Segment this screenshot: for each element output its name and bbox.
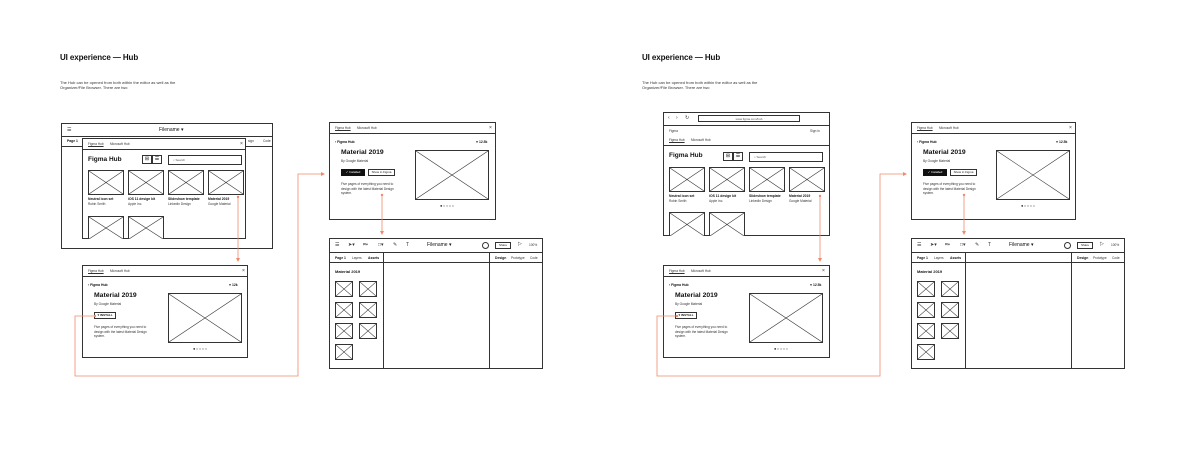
arrowhead <box>962 231 966 235</box>
card-name[interactable]: Neutral icon set <box>669 194 695 198</box>
menu-icon[interactable]: ☰ <box>917 242 922 248</box>
menu-icon[interactable]: ☰ <box>67 127 72 133</box>
back-arrow-icon[interactable]: ‹ <box>668 115 670 121</box>
detail-tab-microsoft[interactable]: Microsoft Hub <box>691 269 711 273</box>
frame-tool-icon[interactable]: ⌗▾ <box>363 242 368 248</box>
filename-label[interactable]: Filename ▾ <box>159 127 184 133</box>
detail-title: Material 2019 <box>341 149 384 156</box>
tab-code[interactable]: Code <box>1112 256 1120 260</box>
list-view-icon[interactable]: ☰ <box>152 155 162 164</box>
installed-button[interactable]: ✓ Installed <box>341 169 365 176</box>
likes-count[interactable]: ♥ 12.5k <box>810 283 822 287</box>
detail-title: Material 2019 <box>94 292 137 299</box>
arrowhead <box>818 258 822 262</box>
close-icon[interactable]: × <box>240 141 243 147</box>
carousel-dots[interactable]: ●○○○○ <box>440 203 455 208</box>
close-icon[interactable]: × <box>822 268 825 274</box>
detail-tab-figma[interactable]: Figma Hub <box>335 126 351 130</box>
close-icon[interactable]: × <box>242 268 245 274</box>
assets-library-title: Material 2019 <box>917 269 943 274</box>
text-tool-icon[interactable]: T <box>988 242 992 248</box>
carousel-dots[interactable]: ●○○○○ <box>774 346 789 351</box>
flow-arrowheads <box>236 172 966 262</box>
pen-tool-icon[interactable]: ✎ <box>393 242 398 248</box>
close-icon[interactable]: × <box>1069 125 1072 131</box>
section-title: UI experience — Hub <box>642 53 721 62</box>
shape-tool-icon[interactable]: □▾ <box>960 242 966 248</box>
section-description: The Hub can be opened from both within the editor as well as the Organizer/File Browser. There are two <box>60 80 176 90</box>
tab-page[interactable]: Page 1 <box>917 256 928 260</box>
menu-icon[interactable]: ☰ <box>335 242 340 248</box>
detail-author: By Google Material <box>923 159 951 163</box>
detail-description: Five pages of everything you need to design with the latest Material Design system. <box>94 325 147 338</box>
detail-tab-microsoft[interactable]: Microsoft Hub <box>939 126 959 130</box>
share-button[interactable]: Share <box>1077 242 1093 249</box>
refresh-icon[interactable]: ↻ <box>685 115 690 121</box>
frame-tool-icon[interactable]: ⌗▾ <box>945 242 950 248</box>
flow-dots <box>94 194 965 317</box>
back-link[interactable]: ‹ Figma Hub <box>669 283 689 287</box>
search-icon: ⌕ <box>754 155 757 159</box>
flow-arrow-install <box>657 174 904 376</box>
tab-assets[interactable]: Assets <box>368 256 380 260</box>
card-name[interactable]: Neutral icon set <box>88 197 114 201</box>
card-name[interactable]: iOS 11 design kit <box>709 194 737 198</box>
filename-label[interactable]: Filename ▾ <box>1009 242 1034 248</box>
grid-view-icon[interactable]: ⊞ <box>142 155 152 164</box>
tab-prototype[interactable]: Prototype <box>511 256 525 260</box>
detail-tab-microsoft[interactable]: Microsoft Hub <box>357 126 377 130</box>
zoom-label[interactable]: 100% <box>529 243 538 247</box>
detail-author: By Google Material <box>94 302 122 306</box>
detail-tab-figma[interactable]: Figma Hub <box>669 269 685 273</box>
grid-view-icon[interactable]: ⊞ <box>723 152 733 161</box>
back-link[interactable]: ‹ Figma Hub <box>88 283 108 287</box>
signin-link[interactable]: Sign in <box>810 129 820 133</box>
flow-dot <box>381 194 383 196</box>
likes-count[interactable]: ♥ 12.5k <box>476 140 488 144</box>
install-button[interactable]: ♥ INSTALL <box>94 312 116 319</box>
show-in-figma-button[interactable]: Show in Figma <box>950 169 977 176</box>
nav-microsoft-hub[interactable]: Microsoft Hub <box>691 138 711 142</box>
text-tool-icon[interactable]: T <box>406 242 410 248</box>
tab-prototype[interactable]: Prototype <box>1093 256 1107 260</box>
detail-description: Five pages of everything you need to design with the latest Material Design system. <box>923 182 976 195</box>
flow-dot <box>819 195 821 197</box>
filename-label[interactable]: Filename ▾ <box>427 242 452 248</box>
back-link[interactable]: ‹ Figma Hub <box>335 140 355 144</box>
detail-author: By Google Material <box>675 302 703 306</box>
card-author: Google Material <box>789 199 812 203</box>
play-icon[interactable]: ▷ <box>518 241 522 247</box>
tab-code[interactable]: Code <box>530 256 538 260</box>
tab-design[interactable]: Design <box>1077 256 1089 260</box>
flow-dot <box>94 315 96 317</box>
arrowhead <box>903 172 907 176</box>
move-tool-icon[interactable]: ➤▾ <box>348 242 355 248</box>
detail-tab-microsoft[interactable]: Microsoft Hub <box>110 269 130 273</box>
detail-description: Five pages of everything you need to design with the latest Material Design system. <box>675 325 728 338</box>
nav-figma-hub[interactable]: Figma Hub <box>669 138 685 142</box>
tab-page[interactable]: Page 1 <box>335 256 346 260</box>
card-name[interactable]: Slideshow template <box>168 197 200 201</box>
search-input[interactable]: ⌕ Search <box>749 152 823 162</box>
card-author: Robin Smith <box>669 199 687 203</box>
arrowhead <box>236 258 240 262</box>
list-view-icon[interactable]: ☰ <box>733 152 743 161</box>
card-author: Google Material <box>208 202 231 206</box>
installed-button[interactable]: ✓ Installed <box>923 169 947 176</box>
tab-design[interactable]: Design <box>495 256 507 260</box>
card-author: Apple Inc. <box>128 202 143 206</box>
card-name[interactable]: iOS 11 design kit <box>128 197 156 201</box>
likes-count[interactable]: ♥ 12.5k <box>1056 140 1068 144</box>
carousel-dots[interactable]: ●○○○○ <box>193 346 208 351</box>
back-link[interactable]: ‹ Figma Hub <box>917 140 937 144</box>
hub-title: Figma Hub <box>88 156 122 163</box>
tab-assets[interactable]: Assets <box>950 256 962 260</box>
card-name[interactable]: Material 2019 <box>789 194 811 198</box>
card-author: Robin Smith <box>88 202 106 206</box>
page-label[interactable]: Page 1 <box>67 139 78 143</box>
close-icon[interactable]: × <box>489 125 492 131</box>
detail-tab-figma[interactable]: Figma Hub <box>917 126 933 130</box>
detail-description: Five pages of everything you need to design with the latest Material Design system. <box>341 182 394 195</box>
section-title: UI experience — Hub <box>60 53 139 62</box>
detail-author: By Google Material <box>341 159 369 163</box>
hub-tab-figma[interactable]: Figma Hub <box>88 142 104 146</box>
tab-code[interactable]: Code <box>263 139 271 143</box>
flow-arrows <box>75 174 964 376</box>
tab-layers[interactable]: Layers <box>352 256 362 260</box>
tab-layers[interactable]: Layers <box>934 256 944 260</box>
detail-tab-figma[interactable]: Figma Hub <box>88 269 104 273</box>
card-author: Apple Inc. <box>709 199 724 203</box>
assets-library-title: Material 2019 <box>335 269 361 274</box>
flow-dot <box>676 315 678 317</box>
zoom-label[interactable]: 100% <box>1111 243 1120 247</box>
section-description: The Hub can be opened from both within the editor as well as the Organizer/File Browser. There are two <box>642 80 758 90</box>
brand-logo[interactable]: Figma <box>669 129 678 133</box>
likes-count[interactable]: ♥ 12k <box>229 283 238 287</box>
tab-design[interactable]: sign <box>248 139 254 143</box>
url-bar[interactable]: www.figma.com/hub <box>698 115 800 122</box>
play-icon[interactable]: ▷ <box>1100 241 1104 247</box>
flow-arrow-install <box>75 174 322 376</box>
flow-dot <box>963 194 965 196</box>
install-button[interactable]: ♥ INSTALL <box>675 312 697 319</box>
search-input[interactable]: ⌕ Search <box>168 155 242 165</box>
share-button[interactable]: Share <box>495 242 511 249</box>
move-tool-icon[interactable]: ➤▾ <box>930 242 937 248</box>
card-name[interactable]: Slideshow template <box>749 194 781 198</box>
forward-arrow-icon[interactable]: › <box>676 115 678 121</box>
card-name[interactable]: Material 2019 <box>208 197 230 201</box>
detail-title: Material 2019 <box>675 292 718 299</box>
arrowhead <box>321 172 325 176</box>
card-author: LinkedIn Design <box>168 202 191 206</box>
shape-tool-icon[interactable]: □▾ <box>378 242 384 248</box>
hub-title: Figma Hub <box>669 152 703 159</box>
arrowhead <box>380 231 384 235</box>
search-icon: ⌕ <box>173 158 176 162</box>
show-in-figma-button[interactable]: Show in Figma <box>368 169 395 176</box>
detail-title: Material 2019 <box>923 149 966 156</box>
hub-tab-microsoft[interactable]: Microsoft Hub <box>110 142 130 146</box>
carousel-dots[interactable]: ●○○○○ <box>1021 203 1036 208</box>
pen-tool-icon[interactable]: ✎ <box>975 242 980 248</box>
card-author: LinkedIn Design <box>749 199 772 203</box>
flow-dot <box>237 196 239 198</box>
